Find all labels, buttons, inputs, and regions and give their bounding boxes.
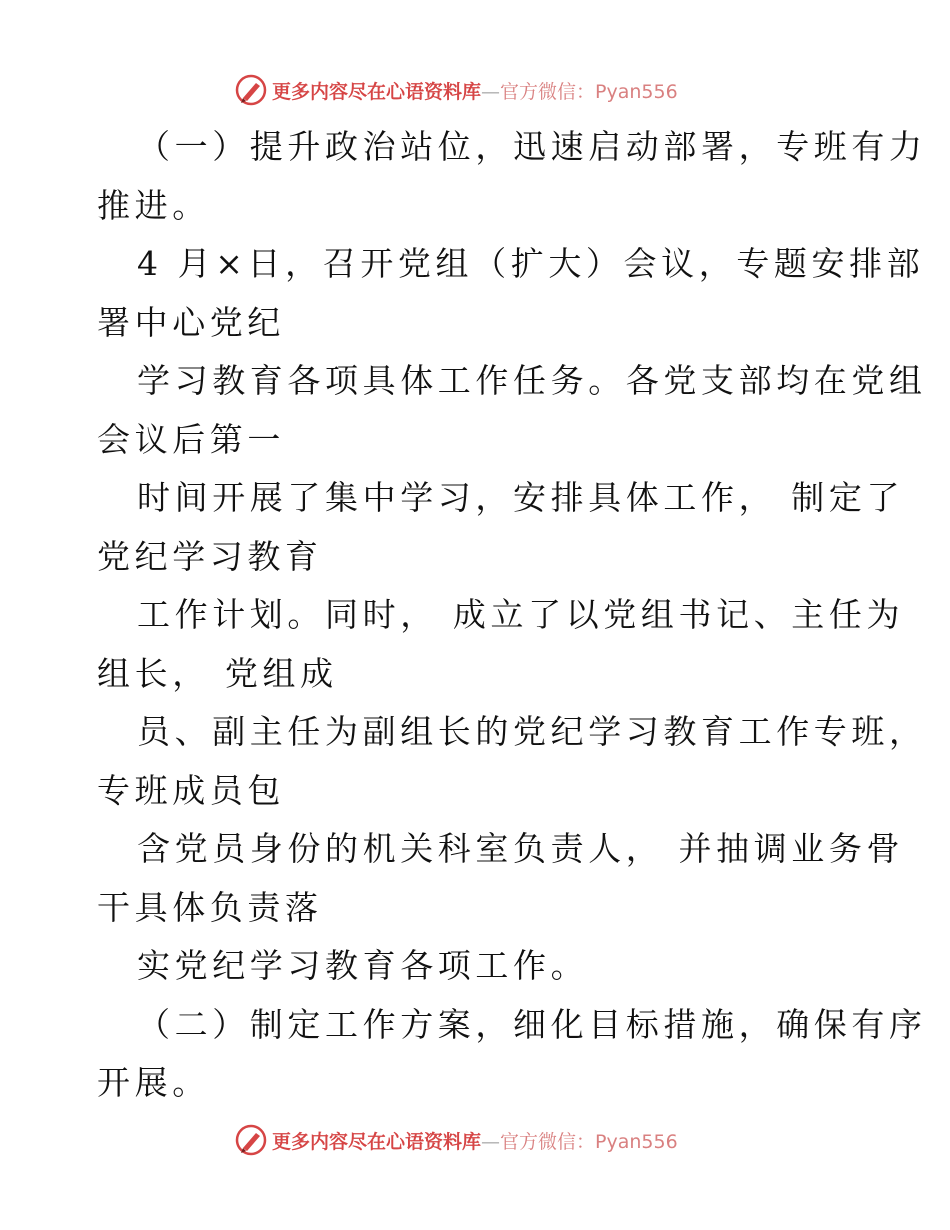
text-line: 开展。 — [97, 1063, 210, 1102]
watermark-brand: 更多内容尽在心语资料库 — [272, 1130, 482, 1153]
document-body — [97, 118, 927, 1113]
header-watermark — [234, 70, 754, 110]
pen-logo-icon — [234, 1123, 268, 1157]
text-line: 专班成员包 — [97, 770, 285, 810]
text-line: 会议后第一 — [97, 419, 285, 459]
text-line: 员、副主任为副组长的党纪学习教育工作专班， — [137, 712, 927, 751]
text-line: 署中心党纪 — [97, 302, 285, 342]
text-line: 干具体负责落 — [97, 887, 323, 927]
text-line: 含党员身份的机关科室负责人， 并抽调业务骨 — [137, 829, 905, 868]
watermark-separator: — — [481, 1130, 501, 1153]
text-line: 时间开展了集中学习，安排具体工作， 制定了 — [137, 478, 905, 517]
pen-logo-icon — [234, 73, 268, 107]
footer-watermark — [234, 1120, 754, 1160]
watermark-contact: 官方微信：Pyan556 — [500, 1130, 678, 1153]
text-line: 实党纪学习教育各项工作。 — [137, 946, 589, 985]
text-line: 4 月×日，召开党组（扩大）会议，专题安排部 — [137, 244, 925, 283]
section-heading-2: （二）制定工作方案，细化目标措施，确保有序 — [137, 1004, 927, 1044]
watermark-separator: — — [481, 80, 501, 103]
text-line: 组长， 党组成 — [97, 653, 338, 693]
watermark-contact: 官方微信：Pyan556 — [500, 80, 678, 103]
text-line: 工作计划。同时， 成立了以党组书记、主任为 — [137, 595, 905, 634]
section-heading-1: （一）提升政治站位，迅速启动部署，专班有力 — [137, 127, 927, 166]
text-line: 学习教育各项具体工作任务。各党支部均在党组 — [137, 361, 927, 400]
text-line: 党纪学习教育 — [97, 536, 323, 576]
text-line: 推进。 — [97, 185, 210, 225]
watermark-brand: 更多内容尽在心语资料库 — [272, 80, 482, 103]
